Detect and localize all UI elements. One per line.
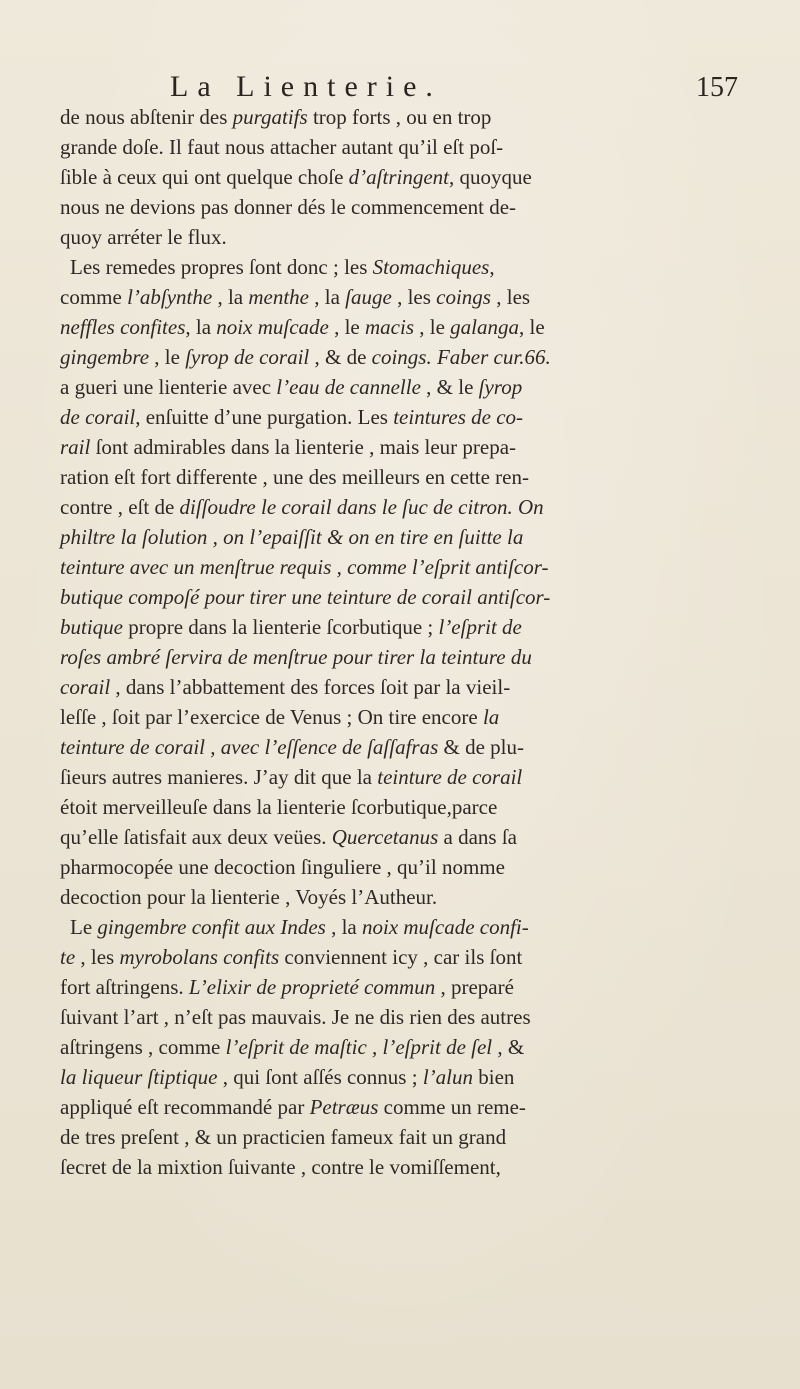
text-line	[60, 522, 750, 552]
italic-text: gingembre confit aux Indes	[97, 915, 326, 939]
text-segment: comme	[60, 285, 128, 309]
text-segment: , le	[328, 315, 365, 339]
text-segment: a gueri une lienterie avec	[60, 375, 277, 399]
text-line	[60, 702, 750, 732]
text-segment: propre dans la lienterie ſcorbutique ;	[123, 615, 439, 639]
text-line	[60, 492, 750, 522]
text-segment: de nous abſtenir des	[60, 105, 233, 129]
text-line	[60, 552, 750, 582]
italic-text: noix muſcade confi-	[361, 915, 529, 939]
text-line	[60, 582, 750, 612]
italic-text: ſyrop de corail	[185, 345, 310, 369]
text-segment: appliqué eſt recommandé par	[60, 1095, 310, 1119]
text-segment: , enſuitte d’une purgation. Les	[135, 405, 394, 429]
text-line	[60, 342, 750, 372]
italic-text: teintures de co-	[393, 405, 524, 429]
italic-text: roſes ambré ſervira de menſtrue pour tirer la teinture du	[60, 645, 532, 669]
text-segment: , les	[391, 285, 437, 309]
text-segment: grande doſe. Il faut nous attacher autant qu’il eſt poſ-	[60, 135, 504, 159]
italic-text: philtre la ſolution , on l’epaiſſit & on en tire en ſuitte la	[60, 525, 524, 549]
text-segment: qu’elle ſatisfait aux deux veües.	[60, 825, 332, 849]
text-line	[60, 462, 750, 492]
text-segment: a dans ſa	[438, 825, 518, 849]
italic-text: l’abſynthe	[127, 285, 213, 309]
italic-text: purgatifs	[232, 105, 308, 129]
text-segment: , la	[309, 285, 346, 309]
text-segment: ,	[489, 255, 495, 279]
text-segment: ſecret de la mixtion ſuivante , contre le vomiſſement,	[60, 1155, 501, 1179]
body-text	[60, 102, 750, 1182]
italic-text: la liqueur ſtiptique	[60, 1065, 218, 1089]
text-segment: nous ne devions pas donner dés le commencement de-	[60, 195, 517, 219]
italic-text: myrobolans confits	[119, 945, 280, 969]
text-segment: ſuivant l’art , n’eſt pas mauvais. Je ne dis rien des autres	[60, 1005, 531, 1029]
text-line	[60, 432, 750, 462]
text-segment: Les remedes propres ſont donc ; les	[70, 255, 373, 279]
text-line	[60, 972, 750, 1002]
text-line	[60, 1122, 750, 1152]
text-line	[60, 372, 750, 402]
text-line	[60, 222, 750, 252]
italic-text: ſauge	[345, 285, 392, 309]
italic-text: te	[60, 945, 76, 969]
text-segment: , les	[75, 945, 120, 969]
italic-text: teinture de corail , avec l’eſſence de ſaſſafras	[60, 735, 439, 759]
text-line	[60, 882, 750, 912]
text-segment: ſible à ceux qui ont quelque choſe	[60, 165, 349, 189]
italic-text: la	[482, 705, 500, 729]
italic-text: coings	[436, 285, 491, 309]
text-line	[60, 132, 750, 162]
text-segment: , la	[325, 915, 362, 939]
text-segment: fort aſtringens.	[60, 975, 189, 999]
text-segment: quoy arréter le flux.	[60, 225, 227, 249]
text-segment: , & le	[420, 375, 479, 399]
text-segment: leſſe , ſoit par l’exercice de Venus ; On tire encore	[60, 705, 483, 729]
text-segment: de tres preſent , & un practicien fameux fait un grand	[60, 1125, 507, 1149]
text-line	[60, 762, 750, 792]
italic-text: l’eau de cannelle	[276, 375, 421, 399]
text-line	[60, 822, 750, 852]
text-line	[60, 102, 750, 132]
italic-text: l’alun	[422, 1065, 473, 1089]
italic-text: butique	[60, 615, 123, 639]
text-line	[60, 192, 750, 222]
text-segment: aſtringens , comme	[60, 1035, 226, 1059]
text-segment: , le	[519, 315, 545, 339]
italic-text: L’elixir de proprieté commun	[188, 975, 436, 999]
italic-text: butique compoſé pour tirer une teinture de corail antiſcor-	[60, 585, 551, 609]
text-segment: , &	[492, 1035, 525, 1059]
text-segment: comme un reme-	[378, 1095, 526, 1119]
text-line	[60, 1152, 750, 1182]
text-segment: Le	[70, 915, 98, 939]
text-line	[60, 1002, 750, 1032]
text-line	[60, 162, 750, 192]
text-segment: & de plu-	[438, 735, 525, 759]
text-line	[60, 792, 750, 822]
text-segment: , dans l’abbattement des forces ſoit par la vieil-	[110, 675, 511, 699]
italic-text: l’eſprit de maſtic , l’eſprit de ſel	[225, 1035, 493, 1059]
italic-text: macis	[365, 315, 414, 339]
italic-text: rail	[60, 435, 91, 459]
text-segment: , quoyque	[449, 165, 532, 189]
text-line	[60, 942, 750, 972]
italic-text: galanga	[450, 315, 519, 339]
italic-text: l’eſprit de	[438, 615, 522, 639]
page-number: 157	[696, 72, 738, 103]
text-line	[60, 732, 750, 762]
text-line	[60, 1092, 750, 1122]
text-line	[60, 912, 750, 942]
text-segment: ſont admirables dans la lienterie , mais leur prepa-	[90, 435, 517, 459]
text-segment: , qui ſont aſſés connus ;	[217, 1065, 423, 1089]
text-line	[60, 402, 750, 432]
italic-text: neffles confites	[60, 315, 186, 339]
text-segment: trop forts , ou en trop	[307, 105, 492, 129]
italic-text: menthe	[248, 285, 310, 309]
italic-text: Quercetanus	[331, 825, 439, 849]
text-segment: conviennent icy , car ils ſont	[279, 945, 523, 969]
text-line	[60, 612, 750, 642]
italic-text: noix muſcade	[216, 315, 329, 339]
text-segment: ration eſt fort differente , une des meilleurs en cette ren-	[60, 465, 529, 489]
text-segment: , la	[212, 285, 249, 309]
italic-text: Stomachiques	[372, 255, 490, 279]
text-segment: decoction pour la lienterie , Voyés l’Autheur.	[60, 885, 438, 909]
text-segment: , la	[185, 315, 217, 339]
text-segment: pharmocopée une decoction ſinguliere , qu’il nomme	[60, 855, 505, 879]
running-title: La Lienterie.	[170, 70, 442, 103]
text-segment: , les	[490, 285, 531, 309]
italic-text: teinture de corail	[377, 765, 523, 789]
text-segment: , & de	[309, 345, 372, 369]
italic-text: diſſoudre le corail dans le ſuc de citron. On	[179, 495, 544, 519]
italic-text: de corail	[60, 405, 136, 429]
italic-text: Petræus	[309, 1095, 379, 1119]
text-segment: , preparé	[435, 975, 514, 999]
text-line	[60, 1062, 750, 1092]
text-segment: bien	[473, 1065, 515, 1089]
text-segment: étoit merveilleuſe dans la lienterie ſcorbutique,parce	[60, 795, 498, 819]
italic-text: ſyrop	[478, 375, 523, 399]
text-segment: ſieurs autres manieres. J’ay dit que la	[60, 765, 378, 789]
text-line	[60, 312, 750, 342]
text-line	[60, 282, 750, 312]
text-line	[60, 1032, 750, 1062]
text-line	[60, 672, 750, 702]
text-line	[60, 852, 750, 882]
italic-text: d’aſtringent	[348, 165, 449, 189]
text-segment: contre , eſt de	[60, 495, 180, 519]
italic-text: coings. Faber cur.66.	[371, 345, 551, 369]
text-segment: , le	[414, 315, 451, 339]
text-line	[60, 252, 750, 282]
italic-text: teinture avec un menſtrue requis , comme l’eſprit antiſcor-	[60, 555, 549, 579]
italic-text: gingembre	[60, 345, 150, 369]
text-line	[60, 642, 750, 672]
text-segment: , le	[149, 345, 186, 369]
italic-text: corail	[60, 675, 111, 699]
